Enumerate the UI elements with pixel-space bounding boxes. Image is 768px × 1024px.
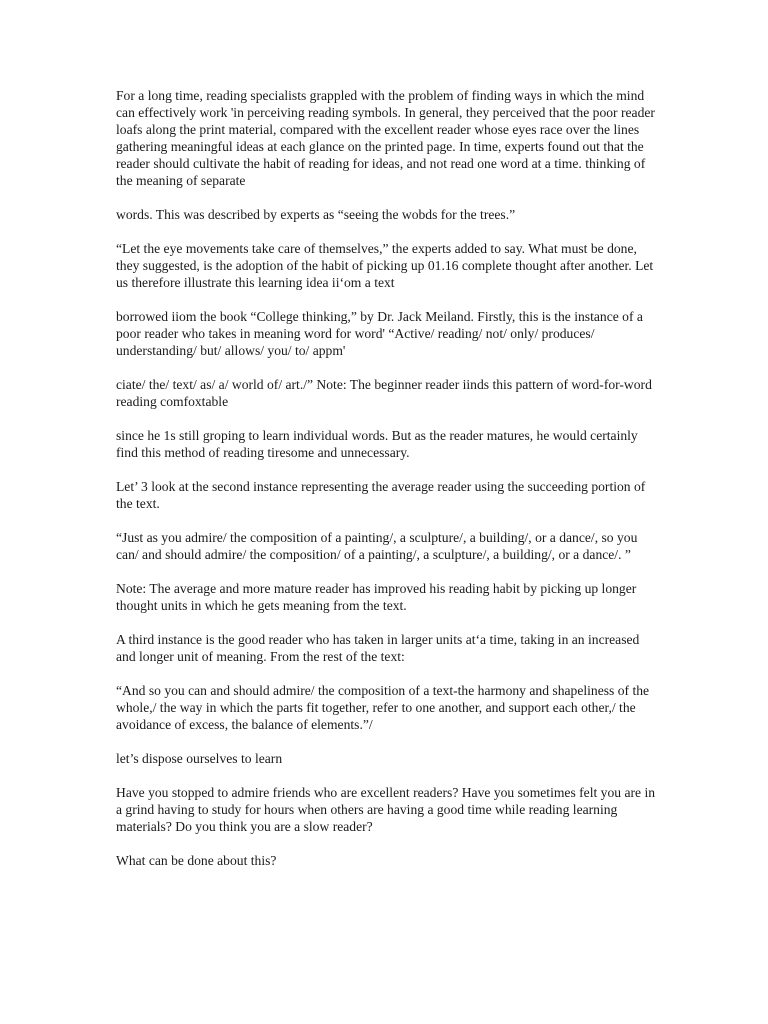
paragraph: Have you stopped to admire friends who are excellent readers? Have you sometimes felt you are in a grind having to study for hours when others are having a good time while reading learning materials? Do you think you are a slow reader? xyxy=(116,785,656,834)
document-page xyxy=(116,87,656,886)
paragraph: Let’ 3 look at the second instance representing the average reader using the succeeding portion of the text. xyxy=(116,479,646,511)
paragraph: Note: The average and more mature reader has improved his reading habit by picking up longer thought units in which he gets meaning from the text. xyxy=(116,581,637,613)
paragraph: What can be done about this? xyxy=(116,853,277,868)
paragraph: “Let the eye movements take care of themselves,” the experts added to say. What must be done, they suggested, is the adoption of the habit of picking up 01.16 complete thought after another. Let us therefore illustrate this learning idea ii‘om a text xyxy=(116,241,654,290)
paragraph: “Just as you admire/ the composition of a painting/, a sculpture/, a building/, or a dance/, so you can/ and should admire/ the composition/ of a painting/, a sculpture/, a building/, or a dance/. ” xyxy=(116,530,638,562)
paragraph: For a long time, reading specialists grappled with the problem of finding ways in which the mind can effectively work 'in perceiving reading symbols. In general, they perceived that the poor reader loafs along the print material, compared with the excellent reader whose eyes race over the lines gathering meaningful ideas at each glance on the printed page. In time, experts found out that the reader should cultivate the habit of reading for ideas, and not read one word at a time. thinking of the meaning of separate xyxy=(116,88,655,188)
paragraph: A third instance is the good reader who has taken in larger units at‘a time, taking in an increased and longer unit of meaning. From the rest of the text: xyxy=(116,632,640,664)
paragraph: words. This was described by experts as “seeing the wobds for the trees.” xyxy=(116,207,516,222)
paragraph: ciate/ the/ text/ as/ a/ world of/ art./” Note: The beginner reader iinds this pattern of word-for-word reading comfoxtable xyxy=(116,377,652,409)
paragraph: borrowed iiom the book “College thinking,” by Dr. Jack Meiland. Firstly, this is the instance of a poor reader who takes in meaning word for word' “Active/ reading/ not/ only/ produces/ understanding/ but/ allows/ you/ to/ appm' xyxy=(116,309,643,358)
paragraph: “And so you can and should admire/ the composition of a text-the harmony and shapeliness of the whole,/ the way in which the parts fit together, refer to one another, and support each other,/ the avoidance of excess, the balance of elements.”/ xyxy=(116,683,650,732)
paragraph: since he 1s still groping to learn individual words. But as the reader matures, he would certainly find this method of reading tiresome and unnecessary. xyxy=(116,428,638,460)
section-heading: let’s dispose ourselves to learn xyxy=(116,751,283,766)
